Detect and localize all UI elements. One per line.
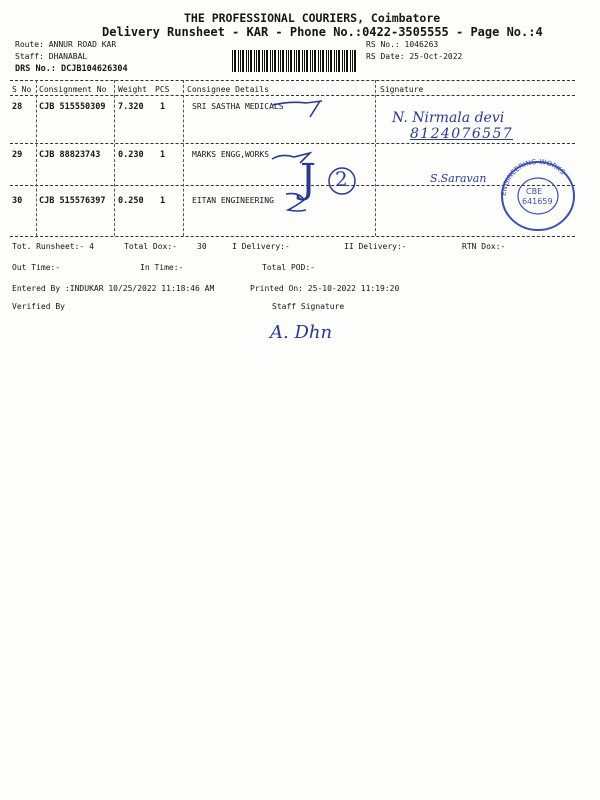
runsheet-subtitle: Delivery Runsheet - KAR - Phone No.:0422-3505555 - Page No.:4: [102, 25, 543, 39]
row-pcs: 1: [160, 102, 166, 112]
row-pcs: 1: [160, 196, 166, 206]
rs-date: RS Date: 25-Oct-2022: [366, 52, 463, 61]
col-header-consignment: Consignment No: [39, 85, 107, 94]
company-stamp: [496, 156, 580, 234]
row-weight: 7.320: [118, 102, 144, 112]
row-divider: [10, 143, 575, 144]
stamp-city: CBE: [526, 187, 543, 196]
row-consignee: EITAN ENGINEERING: [192, 196, 274, 205]
printed-on: Printed On: 25-10-2022 11:19:20: [250, 284, 400, 293]
staff-signature-label: Staff Signature: [272, 302, 345, 311]
total-dox-label: Total Dox:-: [124, 242, 177, 251]
company-title: THE PROFESSIONAL COURIERS, Coimbatore: [184, 11, 441, 25]
row-consignee: MARKS ENGG,WORKS: [192, 150, 270, 159]
total-dox-value: 30: [197, 242, 207, 251]
row-consignee: SRI SASTHA MEDICALS: [192, 102, 284, 111]
col-header-sno: S No: [12, 85, 32, 94]
in-time: In Time:-: [140, 263, 184, 272]
col-divider: [36, 80, 37, 236]
verified-by: Verified By: [12, 302, 65, 311]
i-delivery: I Delivery:-: [232, 242, 290, 251]
rtn-dox: RTN Dox:-: [462, 242, 506, 251]
col-divider: [114, 80, 115, 236]
route-label: Route: ANNUR ROAD KAR: [15, 40, 117, 49]
row-weight: 0.250: [118, 196, 144, 206]
col-divider: [375, 80, 376, 236]
table-top-rule: [10, 80, 575, 81]
col-header-weight: Weight: [118, 85, 147, 94]
row-sno: 30: [12, 196, 23, 206]
receiver-signature: S.Saravan: [430, 172, 487, 185]
ii-delivery: II Delivery:-: [344, 242, 407, 251]
tick-mark: [270, 95, 330, 125]
col-header-signature: Signature: [380, 85, 424, 94]
barcode: [232, 50, 358, 72]
row-consignment: CJB 515550309: [39, 102, 106, 112]
circled-number: 2: [335, 167, 348, 191]
staff-label: Staff: DHANABAL: [15, 52, 88, 61]
stamp-arc-text: ENGINEERING WORKS: [499, 157, 567, 197]
row-consignment: CJB 88823743: [39, 150, 101, 160]
staff-signature: A. Dhn: [270, 322, 333, 343]
table-bottom-rule: [10, 236, 575, 237]
handwritten-mark: J: [300, 156, 317, 202]
col-header-consignee: Consignee Details: [187, 85, 269, 94]
tot-runsheet: Tot. Runsheet:- 4: [12, 242, 94, 251]
rs-number: RS No.: 1046263: [366, 40, 439, 49]
row-weight: 0.230: [118, 150, 144, 160]
col-header-pcs: PCS: [155, 85, 170, 94]
entered-by: Entered By :INDUKAR 10/25/2022 11:18:46 AM: [12, 284, 215, 293]
out-time: Out Time:-: [12, 263, 61, 272]
row-pcs: 1: [160, 150, 166, 160]
drs-number: DRS No.: DCJB104626304: [15, 64, 128, 74]
stamp-code: 641659: [522, 197, 553, 206]
row-sno: 29: [12, 150, 23, 160]
col-divider: [183, 80, 184, 236]
total-pod: Total POD:-: [262, 263, 315, 272]
receiver-phone: 8124076557: [410, 126, 514, 142]
row-sno: 28: [12, 102, 23, 112]
receiver-name: N. Nirmala devi: [392, 110, 505, 126]
row-consignment: CJB 515576397: [39, 196, 106, 206]
row-divider: [10, 185, 575, 186]
